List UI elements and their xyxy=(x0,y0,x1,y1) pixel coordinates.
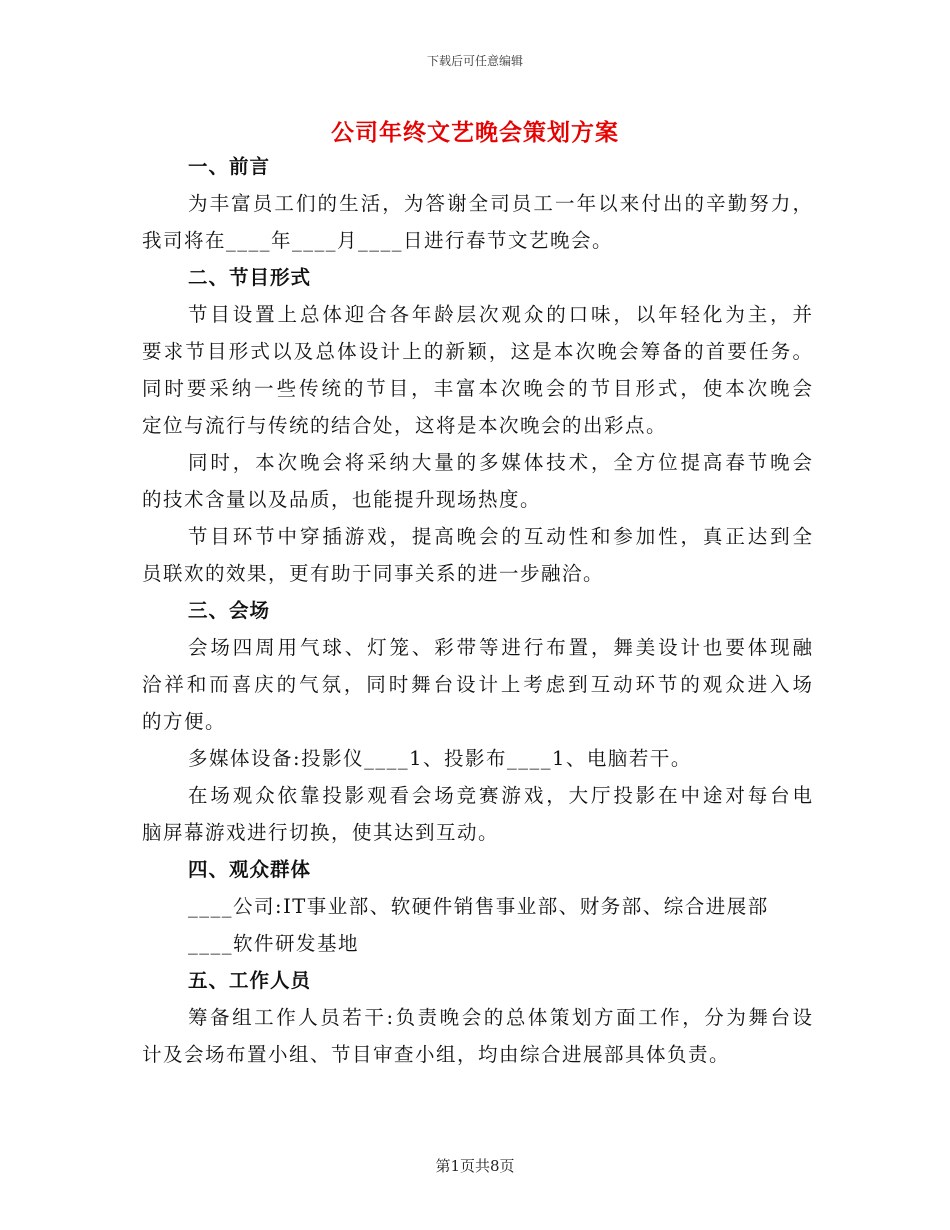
paragraph-line: ____公司:IT事业部、软硬件销售事业部、财务部、综合进展部 xyxy=(188,895,769,918)
paragraph-line: 洽祥和而喜庆的气氛，同时舞台设计上考虑到互动环节的观众进入场 xyxy=(142,673,812,696)
paragraph-line: 筹备组工作人员若干:负责晚会的总体策划方面工作，分为舞台设 xyxy=(188,1006,812,1029)
paragraph-line: 脑屏幕游戏进行切换，使其达到互动。 xyxy=(142,821,500,844)
paragraph-line: 我司将在____年____月____日进行春节文艺晚会。 xyxy=(142,229,614,252)
paragraph-line: 员联欢的效果，更有助于同事关系的进一步融洽。 xyxy=(142,562,605,585)
paragraph-line: 在场观众依靠投影观看会场竞赛游戏，大厅投影在中途对每台电 xyxy=(188,784,812,807)
paragraph-line: ____软件研发基地 xyxy=(188,932,360,955)
paragraph-line: 会场四周用气球、灯笼、彩带等进行布置，舞美设计也要体现融 xyxy=(188,636,812,659)
section-heading: 二、节目形式 xyxy=(188,266,312,289)
paragraph-line: 的方便。 xyxy=(142,710,227,733)
section-heading: 一、前言 xyxy=(188,155,271,178)
paragraph-line: 计及会场布置小组、节目审查小组，均由综合进展部具体负责。 xyxy=(142,1043,731,1066)
section-heading: 五、工作人员 xyxy=(188,969,312,992)
page-header-note: 下载后可任意编辑 xyxy=(426,54,523,68)
paragraph-line: 同时，本次晚会将采纳大量的多媒体技术，全方位提高春节晚会 xyxy=(188,451,812,474)
document-body xyxy=(142,148,812,1073)
paragraph-line: 同时要采纳一些传统的节目，丰富本次晚会的节目形式，使本次晚会 xyxy=(142,377,812,400)
paragraph-line: 节目环节中穿插游戏，提高晚会的互动性和参加性，真正达到全 xyxy=(188,525,812,548)
paragraph-line: 节目设置上总体迎合各年龄层次观众的口味，以年轻化为主，并 xyxy=(188,303,812,326)
paragraph-line: 为丰富员工们的生活，为答谢全司员工一年以来付出的辛勤努力， xyxy=(188,192,812,215)
document-title: 公司年终文艺晚会策划方案 xyxy=(331,119,619,146)
page-number: 第1页共8页 xyxy=(435,1157,515,1175)
paragraph-line: 定位与流行与传统的结合处，这将是本次晚会的出彩点。 xyxy=(142,414,668,437)
paragraph-line: 多媒体设备:投影仪____1、投影布____1、电脑若干。 xyxy=(188,747,692,770)
paragraph-line: 要求节目形式以及总体设计上的新颖，这是本次晚会筹备的首要任务。 xyxy=(142,340,812,363)
paragraph-line: 的技术含量以及品质，也能提升现场热度。 xyxy=(142,488,542,511)
section-heading: 三、会场 xyxy=(188,599,271,622)
section-heading: 四、观众群体 xyxy=(188,858,312,881)
